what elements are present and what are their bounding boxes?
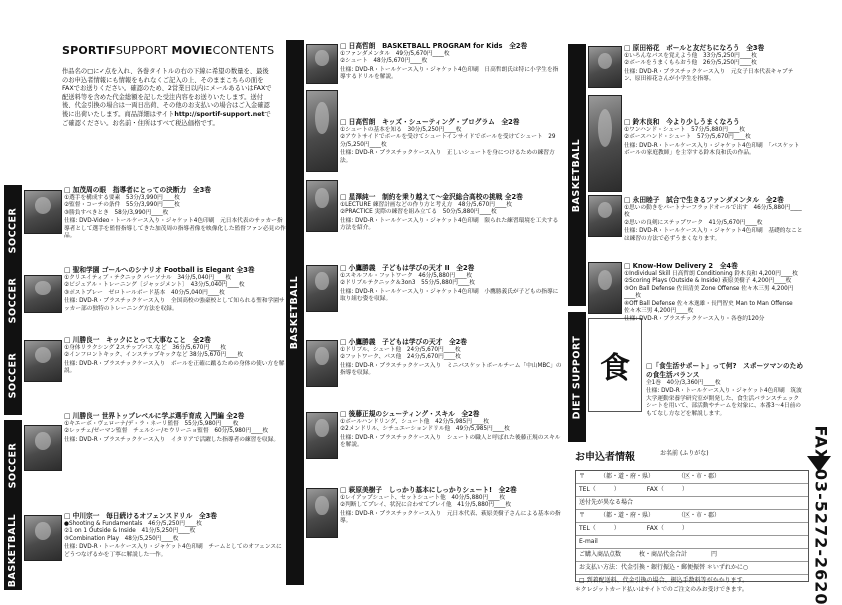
product-title[interactable]: □ 日高哲朗 キッズ・シューティング・プログラム 全2巻 xyxy=(340,118,520,126)
product-title[interactable]: □ 星澤純一 制約を乗り越えて〜金沢総合高校の挑戦 全2巻 xyxy=(340,193,523,201)
coach-photo xyxy=(24,515,62,561)
product-title[interactable]: □ 日高哲朗 BASKETBALL PROGRAM for Kids 全2巻 xyxy=(340,42,528,50)
coach-photo xyxy=(306,488,338,538)
coach-photo xyxy=(306,412,338,459)
product-title[interactable]: □「食生活サポート」って何? スポーツマンのための食生活バランス xyxy=(646,362,804,379)
product-item[interactable]: ②フットワーク、パス他 24分/5,670円____枚 xyxy=(340,354,461,361)
food-calligraphy-logo: 食 xyxy=(588,318,642,412)
alt-address-field[interactable]: 〒 （都・道・府・県） （区・市・郡） xyxy=(576,510,808,523)
product-item[interactable]: ①スキルフル・フットワーク 46分/5,880円____枚 xyxy=(340,273,473,279)
coach-photo xyxy=(588,46,622,88)
product-description: 仕様: DVD-R・プラスチックケース入り 全国高校の強豪校として知られる聖和学園サッカー部の独特のトレーニング方法を収録。 xyxy=(64,298,285,312)
coach-photo xyxy=(24,340,62,382)
product-title[interactable]: □ 聖和学園 ゴールへのシナリオ Football is Elegant 全3巻 xyxy=(64,266,255,274)
product-description: 仕様: DVD-R・トールケース入り・ジャケット4色印刷 「バスケットボールの家庭教師」を主宰する鈴木良和氏の作品。 xyxy=(624,142,800,157)
category-band-basketball: BASKETBALL xyxy=(4,510,22,590)
product-entry xyxy=(64,266,286,313)
product-item[interactable]: ①ドリブル、シュート他 24分/5,670円____枚 xyxy=(340,347,461,353)
product-item[interactable]: ②PRACTICE 実際の練習を組み立てる 50分/5,880円____枚 xyxy=(340,209,497,216)
product-item[interactable]: ①キエーボ・ヴェローナ/デ・ラ・ネーリ監督 55分/5,980円____枚 xyxy=(64,421,239,427)
product-item[interactable]: ②ビジュアル・トレーニング〔ジャッジメント〕 43分/5,040円____枚 xyxy=(64,282,245,289)
product-entry xyxy=(64,412,286,444)
product-entry xyxy=(624,44,804,84)
product-item[interactable]: ②監督・コーチの条件 55分/3,990円____枚 xyxy=(64,202,180,209)
product-title[interactable]: □ 中川宗一 毎日続けるオフェンスドリル 全3巻 xyxy=(64,512,217,520)
product-description: 仕様: DVD-R・トールケース入り・ジャケット4色印刷 筑波大学運動栄養学研究室が開発した、食生活バランスチェックシートを用いて、部活動やチームを対象に、本番3〜4日前のもてなし方などを解説します。 xyxy=(646,388,802,417)
category-band-soccer: SOCCER xyxy=(4,335,22,415)
fax-number: FAX 03-5272-2620 xyxy=(811,425,831,605)
product-item[interactable]: ③ポストプレー ゼロトールボード基本 40分/5,040円____枚 xyxy=(64,289,225,296)
product-description: 仕様: DVD-R・プラスチックケース入り・各巻約120分 xyxy=(624,316,765,323)
coach-photo xyxy=(24,425,62,471)
intro-text: 作品名の□に✓点を入れ、各巻タイトルの右の下線に希望の数量を、最後のお申込者情報にも情報をもれなくご記入の上、そのままこちらの面をFAXでお送りください。確認のため、2営業日以内にメールあるいはFAXで配送料等を含めた代金総額を記した受注内容をお送りいたします。送付後、代金引換の場合は一両日出荷、その他のお支払いの場合はご入金確認後に出荷いたします。商品詳細はサイトhttp://sportif-support.netでご確認ください。お名前・住所はすべて税込価格です。 xyxy=(62,68,272,127)
product-entry xyxy=(64,186,286,240)
category-band-soccer: SOCCER xyxy=(4,185,22,275)
product-item[interactable]: 全1巻 40分/3,360円____枚 xyxy=(646,380,721,386)
category-band-basketball: BASKETBALL xyxy=(286,40,304,585)
product-item[interactable]: ②判断してプレイ、状況に合わせてプレイ他 41分/5,880円____枚 xyxy=(340,502,512,509)
product-title[interactable]: □ 小鷹勝義 子どもは学びの天才 全2巻 xyxy=(340,338,467,346)
product-description: 仕様: DVD-R・トールケース入り・ジャケット4色印刷 小鷹勝義氏が子どもの指導に取り組む姿を収録。 xyxy=(340,288,559,303)
product-title[interactable]: □ 萩原美樹子 しっかり基本にしっかりシュート! 全2巻 xyxy=(340,486,517,494)
product-item[interactable]: ②2メンドリル、シチュエーションドリル他 49分/5,985円____枚 xyxy=(340,426,510,433)
product-description: 仕様: DVD-R・トールケース入り・ジャケット4色印刷 日高哲朗氏は特に小学生を指導するドリルを解説。 xyxy=(340,66,559,81)
coach-photo xyxy=(588,95,622,192)
product-entry xyxy=(624,196,804,243)
product-item[interactable]: ③Combination Play 48分/5,250円____枚 xyxy=(64,535,179,542)
alt-phone-fax-field[interactable]: TEL（ ） FAX（ ） xyxy=(576,523,808,536)
product-item[interactable]: ②アウトサイドでボールを受けてシュートインサイドでボールを受けてシュート 29分/5,250円____枚 xyxy=(340,134,556,148)
product-title[interactable]: □ 原田裕花 ボールと友だちになろう 全3巻 xyxy=(624,44,765,52)
product-item[interactable]: ②ボースハンド・シュート 57分/5,670円____枚 xyxy=(624,134,751,141)
product-item[interactable]: ①ボールハンドリング、シュート他 42分/5,985円____枚 xyxy=(340,419,490,425)
phone-fax-field[interactable]: TEL（ ） FAX（ ） xyxy=(576,484,808,497)
product-item[interactable]: ③On Ball Defense 佐田清美 Zone Offense 佐々木三男 4,200円____枚 xyxy=(624,285,794,300)
product-item[interactable]: ②ドリブルテクニック＆3on3 55分/5,880円____枚 xyxy=(340,280,476,287)
category-band-basketball: BASKETBALL xyxy=(568,44,586,306)
product-item[interactable]: ②レッチェ/ゼーマン監督 チェルシー/モウリーニョ監督 60分/5,980円____枚 xyxy=(64,428,269,435)
product-item[interactable]: ②インフロントキック、インステップキックなど 38分/5,670円____枚 xyxy=(64,352,244,359)
product-entry xyxy=(340,410,562,450)
product-entry xyxy=(340,42,562,82)
email-field[interactable]: E-mail xyxy=(576,536,808,549)
coach-photo xyxy=(306,265,338,312)
product-title[interactable]: □ 加茂周の眼 指導者にとっての決断力 全3巻 xyxy=(64,186,211,194)
product-description: 仕様: DVD-R・トールケース入り・ジャケット4色印刷 限られた練習環境を工夫する方法を紹介。 xyxy=(340,217,559,232)
address-field[interactable]: 〒 （都・道・府・県） （区・市・郡） xyxy=(576,471,808,484)
product-item[interactable]: ①ファンダメンタル 49分/5,670円____枚 xyxy=(340,51,450,57)
product-description: 仕様: DVD-R・トールケース入り・ジャケット4色印刷 チームとしてのオフェンスにどうつなげるかを丁寧に解説した一作。 xyxy=(64,544,282,558)
product-description: 仕様: DVD-R・プラスチックケース入り ミニバスケットボールチーム「中山MBC」の指導を収録。 xyxy=(340,362,562,377)
product-entry xyxy=(64,336,286,376)
product-description: 仕様: DVD-R・プラスチックケース入り シュートの職人と呼ばれた後藤正規のスキルを解説。 xyxy=(340,434,561,449)
product-item[interactable]: ●Shooting & Fundamentals 46分/5,250円____枚 xyxy=(64,521,202,527)
page-header: SPORTIFSUPPORT MOVIECONTENTS xyxy=(62,44,275,57)
product-item[interactable]: ①LECTURE 練習計画などの作り方と考え方 48分/5,670円____枚 xyxy=(340,202,513,208)
order-form-title: お申込者情報 xyxy=(575,452,635,463)
product-item[interactable]: ②1 on 1 Outside & Inside 41分/5,250円____枚 xyxy=(64,528,196,535)
product-item[interactable]: ①クリエイティブ・テクニック パーソナル 34分/5,040円____枚 xyxy=(64,275,232,281)
product-entry xyxy=(64,512,286,559)
coach-photo xyxy=(588,262,622,314)
product-title[interactable]: □ 永田睦子 試合で生きるファンダメンタル 全2巻 xyxy=(624,196,784,204)
product-entry xyxy=(340,264,562,304)
product-item[interactable]: ①シュートの基本を知る 30分/5,250円____枚 xyxy=(340,127,462,133)
product-description: 仕様: DVD-R・プラスチックケース入り イタリアで活躍した指導者の練習を収録。 xyxy=(64,436,280,443)
category-band-soccer: SOCCER xyxy=(4,420,22,510)
product-title[interactable]: □ 鈴木良和 今より少しうまくなろう xyxy=(624,118,740,126)
product-item[interactable]: ①選手を構成する要素 53分/3,990円____枚 xyxy=(64,195,180,201)
product-entry xyxy=(624,262,804,324)
credit-card-note: ＊クレジットカード払いはサイトでのご注文のみお受けできます。 xyxy=(575,587,748,593)
product-entry xyxy=(340,338,562,378)
product-item[interactable]: ②Scoring Plays (Outside & Inside) 萩原美樹子 4,200円____枚 xyxy=(624,278,792,285)
product-title[interactable]: □ 川勝良一 キックにとって大事なこと 全2巻 xyxy=(64,336,211,344)
fee-note: □ 到着配送料、代金引換の場合、振込手数料等がかかります。 xyxy=(579,577,749,584)
product-description: 仕様: DVD-R・プラスチックケース入り 元女子日本代表キャプテン、原田裕花さんが小学生を指導。 xyxy=(624,68,794,83)
product-description: 仕様: DVD-R・プラスチックケース入り 正しいシュートを身につけるための練習方法。 xyxy=(340,150,555,164)
payment-method-field[interactable]: お支払い方法：代金引換・銀行振込・郵便振替 ＊いずれかに○ xyxy=(576,562,808,575)
product-description: 仕様: DVD-R・プラスチックケース入り 元日本代表、萩原美樹子さんによる基本の指導。 xyxy=(340,510,561,525)
product-item[interactable]: ④Off Ball Defense 佐々木逸雄・長門智史 Man to Man Offense 佐々木三男 4,200円____枚 xyxy=(624,300,793,315)
coach-photo xyxy=(24,275,62,313)
product-entry xyxy=(646,362,804,418)
coach-photo xyxy=(306,180,338,232)
product-item[interactable]: ②ボールをうまくもらおう他 26分/5,250円____枚 xyxy=(624,60,757,67)
coach-photo xyxy=(306,340,338,387)
product-entry xyxy=(340,193,562,233)
order-total-field[interactable]: ご購入商品点数 枚・商品代金合計 円 xyxy=(576,549,808,562)
product-title[interactable]: □ 後藤正規のシューティング・スキル 全2巻 xyxy=(340,410,480,418)
product-title[interactable]: □ 小鷹勝義 子どもは学びの天才 II 全2巻 xyxy=(340,264,475,272)
coach-photo xyxy=(588,195,622,237)
product-entry xyxy=(624,118,804,158)
product-title[interactable]: □ 川勝良一 世界トップレベルに学ぶ選手育成 入門編 全2巻 xyxy=(64,412,245,420)
category-band-soccer: SOCCER xyxy=(4,265,22,335)
product-item[interactable]: ②シュート 48分/5,670円____枚 xyxy=(340,58,428,65)
product-item[interactable]: ①いろんなパスを覚えよう他 33分/5,250円____枚 xyxy=(624,53,757,59)
product-item[interactable]: ②思いの良剣にステップワーク 41分/5,670円____枚 xyxy=(624,219,763,226)
order-form xyxy=(575,470,809,582)
product-item[interactable]: ①身体リラクシング 2ステップパス など 36分/5,670円____枚 xyxy=(64,345,227,351)
product-title[interactable]: □ Know-How Delivery 2 全4巻 xyxy=(624,262,738,270)
product-item[interactable]: ①Individual Skill 日高哲朗 Conditioning 鈴木良和 4,200円____枚 xyxy=(624,271,798,277)
product-item[interactable]: ①レイアップシュート、セットシュート他 40分/5,880円____枚 xyxy=(340,495,506,501)
product-item[interactable]: ①思いの動きをパートナーフラッドオールで出す 46分/5,880円____枚 xyxy=(624,205,802,219)
product-description: 仕様: DVD-Video・トールケース入り・ジャケット4色印刷 元日本代表のサッカー指導者として選手を監督指導してきた加茂周の指導者像を映像化した監督ファン必見の作品。 xyxy=(64,218,286,240)
coach-photo xyxy=(306,44,338,84)
product-description: 仕様: DVD-R・トールケース入り・ジャケット4色印刷 基礎的なことは練習の方法で必ずうまくなります。 xyxy=(624,228,803,242)
category-band-diet: DIET SUPPORT xyxy=(568,312,586,442)
product-item[interactable]: ③勝負すべきとき 58分/3,990円____枚 xyxy=(64,209,169,216)
product-entry xyxy=(340,486,562,526)
product-entry xyxy=(340,118,562,165)
coach-photo xyxy=(24,190,62,234)
product-item[interactable]: ①ワンハンド・シュート 57分/5,880円____枚 xyxy=(624,127,746,133)
alt-address-label: 送付先が異なる場合 xyxy=(576,497,808,510)
coach-photo xyxy=(306,90,338,172)
product-description: 仕様: DVD-R・プラスチックケース入り ボールを正確に蹴るための身体の使い方を解説。 xyxy=(64,360,285,375)
name-field-label[interactable]: お名前 (ふりがな) xyxy=(660,450,709,457)
